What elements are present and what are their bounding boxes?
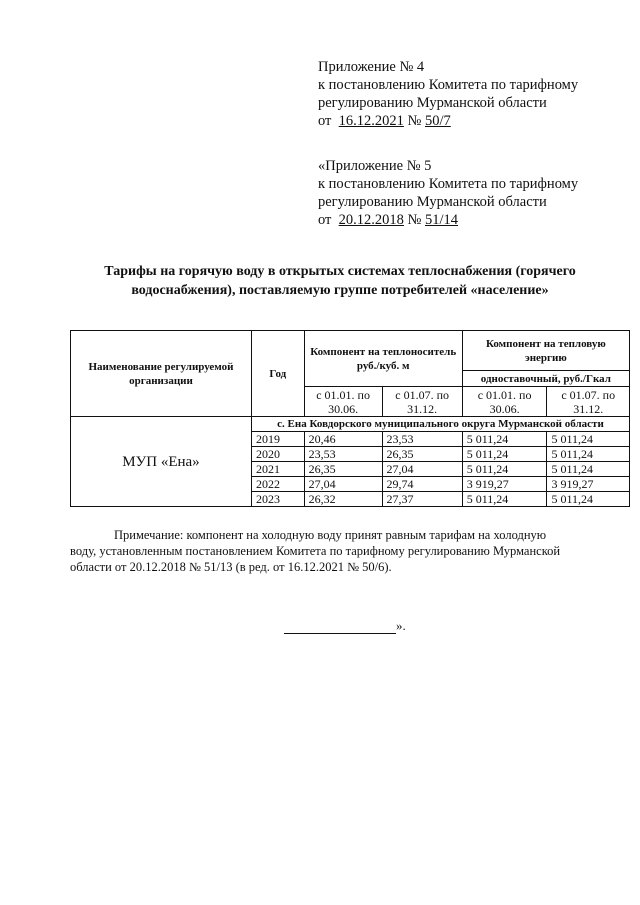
appendix-number: 51/14: [425, 212, 459, 228]
cell-energy-h1: 5 011,24: [462, 447, 547, 462]
closing-mark: [284, 618, 406, 634]
cell-year: 2022: [251, 477, 304, 492]
header-period-energy-h2: с 01.07. по 31.12.: [547, 387, 630, 417]
cell-energy-h1: 5 011,24: [462, 432, 547, 447]
cell-coolant-h1: 26,35: [304, 462, 382, 477]
appendix-date: 20.12.2018: [338, 212, 404, 228]
header-coolant: Компонент на теплоноситель руб./куб. м: [304, 331, 462, 387]
cell-energy-h2: 5 011,24: [547, 447, 630, 462]
organization-name: МУП «Ена»: [71, 417, 252, 507]
cell-year: 2019: [251, 432, 304, 447]
header-period-coolant-h2: с 01.07. по 31.12.: [382, 387, 462, 417]
header-energy: Компонент на тепловую энергию: [462, 331, 629, 371]
cell-coolant-h1: 20,46: [304, 432, 382, 447]
footnote-line: воду, установленным постановлением Комитета по тарифному регулированию Мурманской: [70, 544, 561, 558]
cell-energy-h1: 3 919,27: [462, 477, 547, 492]
appendix-line: Приложение № 4: [318, 59, 425, 75]
cell-year: 2020: [251, 447, 304, 462]
appendix-header-current: [318, 58, 578, 130]
number-sign: №: [407, 113, 422, 129]
cell-year: 2023: [251, 492, 304, 507]
closing-quote: ».: [396, 618, 406, 633]
header-energy-unit: одноставочный, руб./Гкал: [462, 371, 629, 387]
closing-underline: [284, 621, 396, 634]
appendix-date-line: [318, 112, 578, 130]
cell-coolant-h2: 27,04: [382, 462, 462, 477]
cell-coolant-h1: 26,32: [304, 492, 382, 507]
from-prefix: от: [318, 212, 332, 228]
number-sign: №: [407, 212, 422, 228]
header-organization: Наименование регулируемой организации: [71, 331, 252, 417]
cell-energy-h1: 5 011,24: [462, 492, 547, 507]
appendix-line: регулированию Мурманской области: [318, 194, 547, 210]
cell-coolant-h2: 27,37: [382, 492, 462, 507]
cell-energy-h2: 3 919,27: [547, 477, 630, 492]
appendix-date-line: [318, 211, 578, 229]
title-line: Тарифы на горячую воду в открытых системах теплоснабжения (горячего: [104, 264, 576, 279]
appendix-number: 50/7: [425, 113, 451, 129]
cell-coolant-h1: 23,53: [304, 447, 382, 462]
appendix-line: к постановлению Комитета по тарифному: [318, 77, 579, 93]
footnote-line: Примечание: компонент на холодную воду принят равным тарифам на холодную: [114, 528, 547, 542]
header-year: Год: [251, 331, 304, 417]
locality-row: с. Ена Ковдорского муниципального округа Мурманской области: [251, 417, 629, 432]
cell-coolant-h2: 29,74: [382, 477, 462, 492]
footnote: [70, 527, 630, 575]
from-prefix: от: [318, 113, 332, 129]
cell-energy-h2: 5 011,24: [547, 492, 630, 507]
tariff-table: [70, 330, 630, 507]
cell-coolant-h2: 26,35: [382, 447, 462, 462]
appendix-header-previous: [318, 157, 578, 229]
cell-coolant-h1: 27,04: [304, 477, 382, 492]
document-title: [60, 262, 620, 300]
cell-coolant-h2: 23,53: [382, 432, 462, 447]
cell-energy-h2: 5 011,24: [547, 462, 630, 477]
appendix-line: регулированию Мурманской области: [318, 95, 547, 111]
appendix-line: «Приложение № 5: [318, 158, 432, 174]
header-period-energy-h1: с 01.01. по 30.06.: [462, 387, 547, 417]
title-line: водоснабжения), поставляемую группе потребителей «население»: [131, 283, 549, 298]
cell-energy-h2: 5 011,24: [547, 432, 630, 447]
appendix-date: 16.12.2021: [338, 113, 404, 129]
cell-energy-h1: 5 011,24: [462, 462, 547, 477]
header-period-coolant-h1: с 01.01. по 30.06.: [304, 387, 382, 417]
cell-year: 2021: [251, 462, 304, 477]
footnote-line: области от 20.12.2018 № 51/13 (в ред. от 16.12.2021 № 50/6).: [70, 560, 392, 574]
appendix-line: к постановлению Комитета по тарифному: [318, 176, 579, 192]
